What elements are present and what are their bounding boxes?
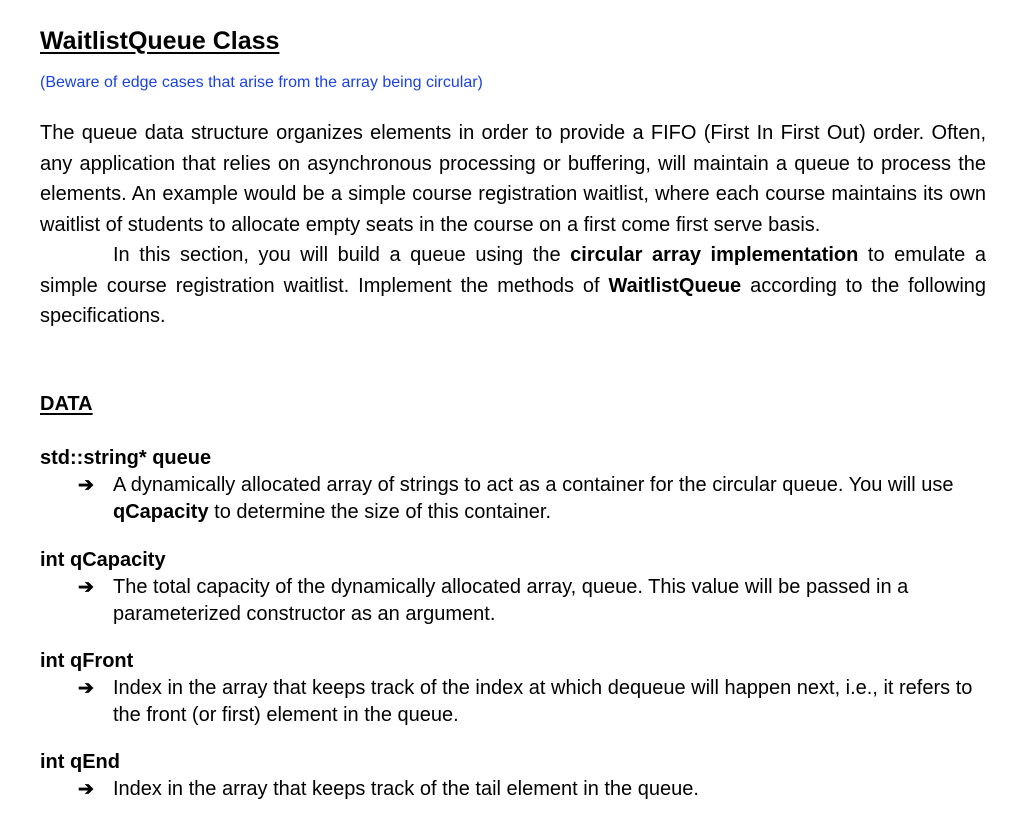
intro-p2-text-c: according to the following specifications. <box>40 274 987 327</box>
intro-section <box>40 118 986 332</box>
field-name: int qEnd <box>40 751 120 773</box>
arrow-right-icon: ➔ <box>78 475 94 496</box>
intro-p2-text-b: to emulate a simple course registration waitlist. Implement the methods of <box>40 244 987 297</box>
arrow-right-icon: ➔ <box>78 577 94 598</box>
field-qend <box>40 749 986 803</box>
field-description <box>40 675 986 729</box>
field-queue <box>40 445 986 526</box>
field-name: std::string* queue <box>40 447 212 469</box>
field-description <box>40 776 986 803</box>
arrow-right-icon: ➔ <box>78 678 94 699</box>
field-desc-text-a: Index in the array that keeps track of the index at which dequeue will happen next, i.e., it refers to the front (or first) element in the queue. <box>113 677 973 726</box>
page-subtitle: (Beware of edge cases that arise from the array being circular) <box>40 74 483 91</box>
intro-paragraph-1: The queue data structure organizes elements in order to provide a FIFO (First In First Out) order. Often, any application that relies on asynchronous processing or buffering, will maintain a queue to process the elements. An example would be a simple course registration waitlist, where each course maintains its own waitlist of students to allocate empty seats in the course on a first come first serve basis. <box>40 122 986 236</box>
intro-p2-bold-circular-array: circular array implementation <box>570 244 859 266</box>
data-section-heading: DATA <box>40 393 93 415</box>
field-desc-bold: qCapacity <box>113 501 209 523</box>
intro-p2-text-a: In this section, you will build a queue using the <box>113 244 571 266</box>
arrow-right-icon: ➔ <box>78 779 94 800</box>
page-title: WaitlistQueue Class <box>40 27 280 55</box>
field-name: int qCapacity <box>40 549 166 571</box>
field-desc-text-a: A dynamically allocated array of strings to act as a container for the circular queue. You will use <box>113 474 954 496</box>
field-name: int qFront <box>40 650 134 672</box>
intro-p2-bold-class-name: WaitlistQueue <box>608 274 742 297</box>
field-description <box>40 574 986 628</box>
field-description <box>40 472 986 526</box>
field-qfront <box>40 648 986 729</box>
field-desc-text-a: Index in the array that keeps track of the tail element in the queue. <box>113 778 699 800</box>
field-qcapacity <box>40 547 986 628</box>
field-desc-text-a: The total capacity of the dynamically allocated array, queue. This value will be passed in a parameterized constructor as an argument. <box>113 576 909 625</box>
field-desc-text-b: to determine the size of this container. <box>208 501 552 523</box>
intro-paragraph-2 <box>40 240 986 332</box>
